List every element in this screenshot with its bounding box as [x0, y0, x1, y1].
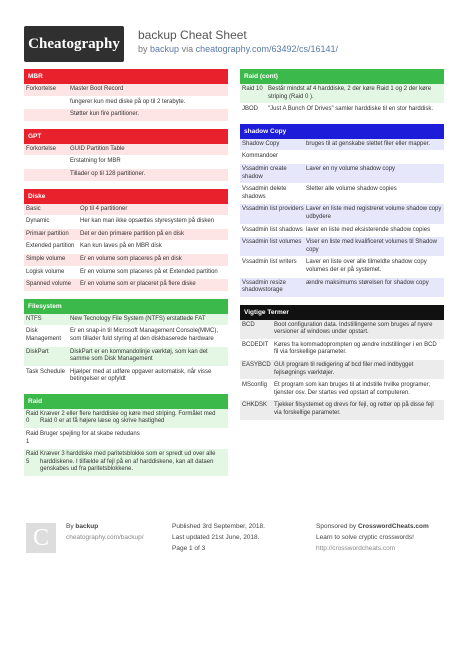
row-value: Tjekker filsystemet og drevs for fejl, og retter op på disse fejl via forskellige parameter. — [274, 402, 434, 417]
row-key: Vssadmin resize shadowstorage — [242, 279, 287, 294]
left-column — [24, 69, 228, 484]
row-value: Op til 4 partitioner — [80, 205, 128, 212]
table-row — [24, 229, 228, 242]
row-value: Køres fra kommadoprompten og ændre indstillinger i en BCD fil via forskellige parameter. — [274, 341, 437, 356]
row-value: Viser en liste med kvalificeret volumes til Shadow copy — [306, 239, 437, 253]
row-key: EASYBCD — [242, 362, 271, 369]
table-row — [24, 326, 228, 346]
row-value: Kræver 2 eller flere harddiske og køre med striping. Formålet med Raid 0 er at få højere læse og skrive hastighed — [40, 410, 216, 425]
table-row — [240, 400, 444, 420]
section-heading: Filesystem — [24, 299, 228, 314]
row-key: Task Schedule — [26, 368, 66, 375]
table-row — [24, 241, 228, 254]
right-column — [240, 69, 444, 428]
row-key: Raid 1 — [26, 431, 39, 445]
byline — [138, 44, 338, 54]
section-heading: Raid (cont) — [240, 69, 444, 84]
table-row — [240, 184, 444, 204]
table-row — [240, 380, 444, 400]
table-row — [24, 314, 228, 327]
row-key: Primær partition — [26, 230, 69, 237]
table-row — [24, 347, 228, 367]
table-row — [240, 278, 444, 298]
row-key: MSconfig — [242, 382, 268, 389]
header — [24, 26, 450, 64]
table-row — [24, 216, 228, 229]
section-shadow-copy — [240, 124, 444, 298]
page-number: Page 1 of 3 — [172, 545, 206, 552]
sponsor-url[interactable]: http://crosswordcheats.com — [316, 545, 396, 552]
row-key: Simple volume — [26, 255, 66, 262]
table-row — [240, 360, 444, 380]
row-key: Raid 5 — [26, 451, 39, 465]
sponsor-prefix: Sponsored by — [316, 523, 357, 530]
section-heading: Raid — [24, 394, 228, 409]
row-key: Vssadmin create shadow — [242, 165, 287, 180]
table-row — [24, 449, 228, 477]
row-key: Logisk volume — [26, 268, 65, 275]
row-key — [26, 111, 70, 119]
row-key: CHKDSK — [242, 402, 268, 409]
row-value: Bruger spejling for at skabe redudans — [40, 431, 140, 438]
table-row — [240, 225, 444, 238]
row-value: Hjælper med at udføre opgaver automatisk, når visse betingelser er opfyldt — [70, 368, 212, 383]
table-row — [240, 204, 444, 224]
section-filesystem — [24, 299, 228, 387]
row-value: Er en volume som placeres på en disk — [80, 255, 182, 262]
table-row — [24, 254, 228, 267]
row-value: Kan kun laves på en MBR disk — [80, 243, 162, 250]
row-value: bruges til at genskabe slettet filer eller mapper. — [306, 140, 431, 147]
row-key: Forkortelse — [26, 145, 57, 152]
row-key: Vssadmin delete shadows — [242, 186, 287, 200]
section-diske — [24, 189, 228, 292]
table-row — [24, 84, 228, 97]
section-heading: shadow Copy — [240, 124, 444, 139]
table-row — [24, 279, 228, 292]
footer-by-label: By — [66, 523, 74, 530]
row-value: fungerer kun med diske på op til 2 terabyte. — [70, 98, 186, 105]
row-value — [306, 153, 442, 161]
row-key: JBOD — [242, 106, 259, 113]
row-key: BCD — [242, 321, 255, 328]
row-key: Vssadmin list writers — [242, 259, 297, 266]
row-value: ændre maksimums størelsen for shadow copy — [306, 279, 429, 286]
section-heading: GPT — [24, 129, 228, 144]
footer — [24, 515, 450, 571]
row-value: Er en snap-in til Microsoft Management Console(MMC), som tillader fuld styring af den diskbaserede hardware — [70, 328, 219, 342]
row-key: Dynamic — [26, 218, 50, 225]
by-label: by — [138, 44, 148, 54]
table-row — [240, 320, 444, 340]
row-value: Kræver 3 harddiske med paritetsblokke som er spredt ud over alle harddiskene. I tilfælde af fejl på en af harddiskene, kan alt dataen genskabes ud fra paritetsblokkene. — [40, 451, 216, 473]
table-row — [24, 429, 228, 449]
section-raid-cont — [240, 69, 444, 117]
author-avatar[interactable]: C — [26, 523, 56, 553]
row-value: laver en liste med eksisterende shadow copies — [306, 226, 431, 233]
row-value: "Just A Bunch Of Drives" samler harddiske til en stor harddisk. — [268, 106, 433, 113]
author-link[interactable]: backup — [150, 44, 180, 54]
table-row — [24, 97, 228, 110]
page-title: backup Cheat Sheet — [138, 28, 247, 42]
table-row — [24, 367, 228, 387]
table-row — [240, 237, 444, 257]
table-row — [240, 84, 444, 104]
table-row — [240, 139, 444, 152]
section-vigtige-termer — [240, 305, 444, 421]
section-heading: MBR — [24, 69, 228, 84]
footer-author-url[interactable]: cheatography.com/backup/ — [66, 534, 144, 541]
row-value: GUI program til redigering af bcd filer med indbygget fejlsøgnings værktøjer. — [274, 362, 414, 376]
sheet-url-link[interactable]: cheatography.com/63492/cs/16141/ — [195, 44, 339, 54]
table-row — [240, 340, 444, 360]
row-value: Erstatning for MBR — [70, 158, 121, 165]
section-gpt — [24, 129, 228, 182]
row-value: Et program som kan bruges til at indstille hvilke programer, tjenster osv. Der startes ved opstart af computeren. — [274, 382, 431, 396]
table-row — [240, 257, 444, 277]
row-value: Består mindst af 4 harddiske, 2 der køre Raid 1 og 2 der køre striping (Raid 0 ). — [268, 86, 432, 100]
row-key: Kommandoer — [242, 153, 279, 160]
row-key — [26, 171, 70, 179]
row-key: Forkortelse — [26, 86, 57, 92]
table-row — [240, 104, 444, 117]
table-row — [24, 156, 228, 169]
row-key: Vssadmin list volumes — [242, 239, 302, 246]
row-key: Extended partition — [26, 243, 75, 250]
row-value: Boot configuration data. Indstillingerne som bruges af nyere versioner af windows under opstart. — [274, 321, 433, 336]
footer-author[interactable]: backup — [75, 523, 99, 530]
row-value: Sletter alle volume shadow copies — [306, 186, 397, 193]
section-heading: Vigtige Termer — [240, 305, 444, 320]
row-key: Vssadmin list shadows — [242, 226, 303, 233]
row-value: Laver en liste over alle tilmeldte shadow copy volumes der er på systemet. — [306, 259, 427, 273]
row-value: Det er den primære partition på en disk — [80, 230, 185, 237]
via-label: via — [181, 44, 194, 54]
row-key: Disk Management — [26, 328, 62, 342]
section-mbr — [24, 69, 228, 122]
row-value: Er en volume som er placeret på flere diske — [80, 281, 196, 288]
row-key — [26, 99, 70, 107]
row-value: Er en volume som placeres på et Extended partition — [80, 268, 218, 275]
row-value: Her kan man ikke opsættes styresystem på disken — [80, 218, 215, 225]
row-value: GUID Partition Table — [70, 145, 125, 152]
row-key: Spanned volume — [26, 281, 72, 288]
row-value: Støtter kun fire partitioner. — [70, 111, 140, 118]
row-key: NTFS — [26, 315, 42, 322]
row-key — [26, 158, 70, 166]
sponsor-name[interactable]: CrosswordCheats.com — [357, 523, 429, 530]
row-value: Laver en liste med registreret volume shadow copy udbydere — [306, 206, 442, 220]
row-key: Vssadmin list providers — [242, 206, 304, 213]
table-row — [24, 204, 228, 217]
section-heading: Diske — [24, 189, 228, 204]
row-value: New Tecnology File System (NTFS) erstattede FAT — [70, 315, 206, 322]
table-row — [24, 169, 228, 182]
published-date: Published 3rd September, 2018. — [172, 523, 265, 530]
table-row — [24, 267, 228, 280]
row-key: BCDEDIT — [242, 341, 269, 348]
row-value: Tillader op til 128 partitioner. — [70, 170, 146, 177]
cheatography-logo[interactable]: Cheatography — [24, 26, 124, 62]
row-key: Raid 0 — [26, 410, 39, 425]
row-key: Basic — [26, 205, 41, 212]
table-row — [240, 164, 444, 184]
sponsor-tagline: Learn to solve cryptic crosswords! — [316, 534, 414, 541]
row-value: DiskPart er en kommandolinje værktøj, som kan det samme som Disk Management — [70, 348, 208, 363]
row-key: Raid 10 — [242, 86, 263, 92]
table-row — [240, 151, 444, 164]
row-value: Laver en ny volume shadow copy — [306, 165, 396, 172]
table-row — [24, 409, 228, 429]
row-key: DiskPart — [26, 348, 49, 355]
table-row — [24, 144, 228, 157]
row-value: Master Boot Record — [70, 86, 124, 92]
section-raid — [24, 394, 228, 477]
updated-date: Last updated 21st June, 2018. — [172, 534, 260, 541]
table-row — [24, 109, 228, 122]
row-key: Shadow Copy — [242, 140, 280, 147]
